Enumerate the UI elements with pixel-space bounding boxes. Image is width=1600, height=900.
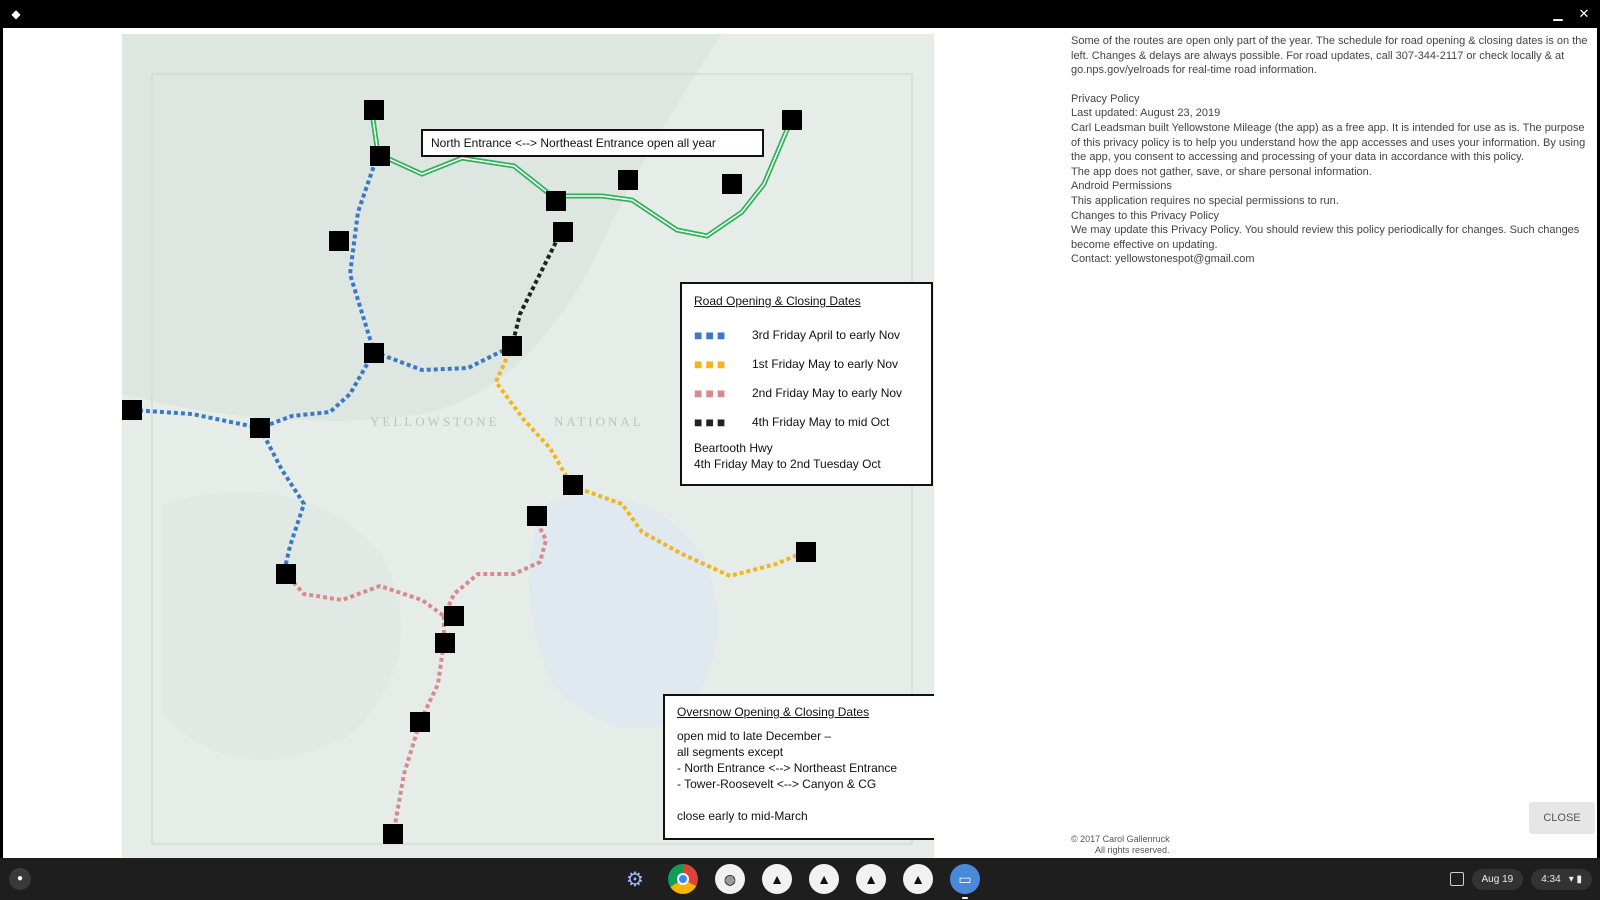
app-glyph-1: ◍ xyxy=(723,870,737,887)
oversnow-line-1: open mid to late December – xyxy=(677,729,832,743)
legend-row-black xyxy=(694,407,919,436)
settings-glyph: ⚙ xyxy=(626,868,644,891)
minimize-icon[interactable]: ▁ xyxy=(1553,7,1563,21)
legend-text-yellow: 1st Friday May to early Nov xyxy=(752,356,899,371)
legend-row-blue xyxy=(694,320,919,349)
legend-text-pink: 2nd Friday May to early Nov xyxy=(752,385,903,400)
wifi-battery-icon: ▾ ▮ xyxy=(1568,873,1582,885)
app-icon-4[interactable] xyxy=(856,864,886,894)
app-glyph-2: ▲ xyxy=(770,871,784,887)
close-window-icon[interactable]: ✕ xyxy=(1578,6,1590,21)
legend-text-blue: 3rd Friday April to early Nov xyxy=(752,327,901,342)
oversnow-dates-box xyxy=(663,694,934,840)
legend-text-black: 4th Friday May to mid Oct xyxy=(752,414,890,429)
time-text: 4:34 xyxy=(1541,873,1561,885)
park-label-left: YELLOWSTONE xyxy=(370,414,500,429)
app-icon-5[interactable] xyxy=(903,864,933,894)
copyright xyxy=(1071,834,1170,856)
blue-dash-icon: ■■■ xyxy=(694,326,729,343)
app-glyph-4: ▲ xyxy=(864,871,878,887)
back-icon[interactable]: ◆ xyxy=(11,7,21,21)
privacy-paragraph-3: This application requires no special permissions to run. xyxy=(1071,194,1339,207)
privacy-title: Privacy Policy xyxy=(1071,92,1140,105)
road-dates-legend xyxy=(680,282,933,486)
copyright-line-1: © 2017 Carol Gallenruck xyxy=(1071,834,1170,844)
oversnow-line-5: close early to mid-March xyxy=(677,809,808,823)
oversnow-line-3: - North Entrance <--> Northeast Entrance xyxy=(677,761,898,775)
legend-row-yellow xyxy=(694,349,919,378)
app-icon-2[interactable] xyxy=(762,864,792,894)
chrome-icon[interactable] xyxy=(668,864,698,894)
pink-dash-icon: ■■■ xyxy=(694,384,729,401)
date-pill[interactable] xyxy=(1472,869,1524,890)
copyright-line-2: All rights reserved. xyxy=(1095,845,1170,855)
road-map xyxy=(122,34,934,858)
oversnow-line-4: - Tower-Roosevelt <--> Canyon & CG xyxy=(677,777,877,791)
app-window xyxy=(3,28,1597,858)
privacy-paragraph-4: We may update this Privacy Policy. You should review this policy periodically for changes. Such changes become effective on updating. xyxy=(1071,224,1580,251)
chrome-center xyxy=(677,873,689,885)
app-icon-3[interactable] xyxy=(809,864,839,894)
beartooth-title: Beartooth Hwy xyxy=(694,441,773,455)
yellow-dash-icon: ■■■ xyxy=(694,355,729,372)
north-northeast-callout: North Entrance <--> Northeast Entrance open all year xyxy=(421,129,764,157)
contact-email[interactable]: Contact: yellowstonespot@gmail.com xyxy=(1071,253,1255,266)
date-text: Aug 19 xyxy=(1481,873,1514,885)
status-tray[interactable] xyxy=(1450,866,1592,892)
oversnow-title: Oversnow Opening & Closing Dates xyxy=(677,705,870,719)
last-updated: Last updated: August 23, 2019 xyxy=(1071,107,1221,120)
changes-title: Changes to this Privacy Policy xyxy=(1071,209,1219,222)
beartooth-text: 4th Friday May to 2nd Tuesday Oct xyxy=(694,457,881,471)
oversnow-line-2: all segments except xyxy=(677,745,784,759)
clipboard-icon[interactable] xyxy=(1450,872,1464,886)
intro-text: Some of the routes are open only part of the year. The schedule for road opening & closing dates is on the left. Changes & delays are always possible. For road updates, call 307-344-2117 or check locally & at go.nps.gov/yelroads for real-time road information. xyxy=(1071,35,1588,77)
black-dash-icon: ■■■ xyxy=(694,413,729,430)
app-glyph-3: ▲ xyxy=(817,871,831,887)
legend-title: Road Opening & Closing Dates xyxy=(694,294,861,308)
active-app-glyph: ▭ xyxy=(958,870,972,887)
legend-row-pink xyxy=(694,378,919,407)
time-pill[interactable] xyxy=(1531,869,1592,890)
title-bar xyxy=(0,0,1600,28)
park-label-right: NATIONAL xyxy=(554,414,644,429)
privacy-paragraph-1: Carl Leadsman built Yellowstone Mileage (the app) as a free app. It is intended for use as is. The purpose of this privacy policy is to help you understand how the app accesses and uses your information. By using the app, you consent to accessing and processing of your data in accordance with this policy. xyxy=(1071,121,1586,164)
shelf xyxy=(0,858,1600,900)
settings-icon[interactable] xyxy=(620,864,650,894)
info-text-panel xyxy=(1071,34,1591,267)
app-icon-1[interactable] xyxy=(715,864,745,894)
android-permissions-title: Android Permissions xyxy=(1071,180,1172,193)
active-app-icon[interactable] xyxy=(950,864,980,894)
close-button[interactable]: CLOSE xyxy=(1529,802,1595,834)
privacy-paragraph-2: The app does not gather, save, or share personal information. xyxy=(1071,165,1372,178)
launcher-icon[interactable]: ● xyxy=(9,868,31,890)
app-glyph-5: ▲ xyxy=(911,871,925,887)
